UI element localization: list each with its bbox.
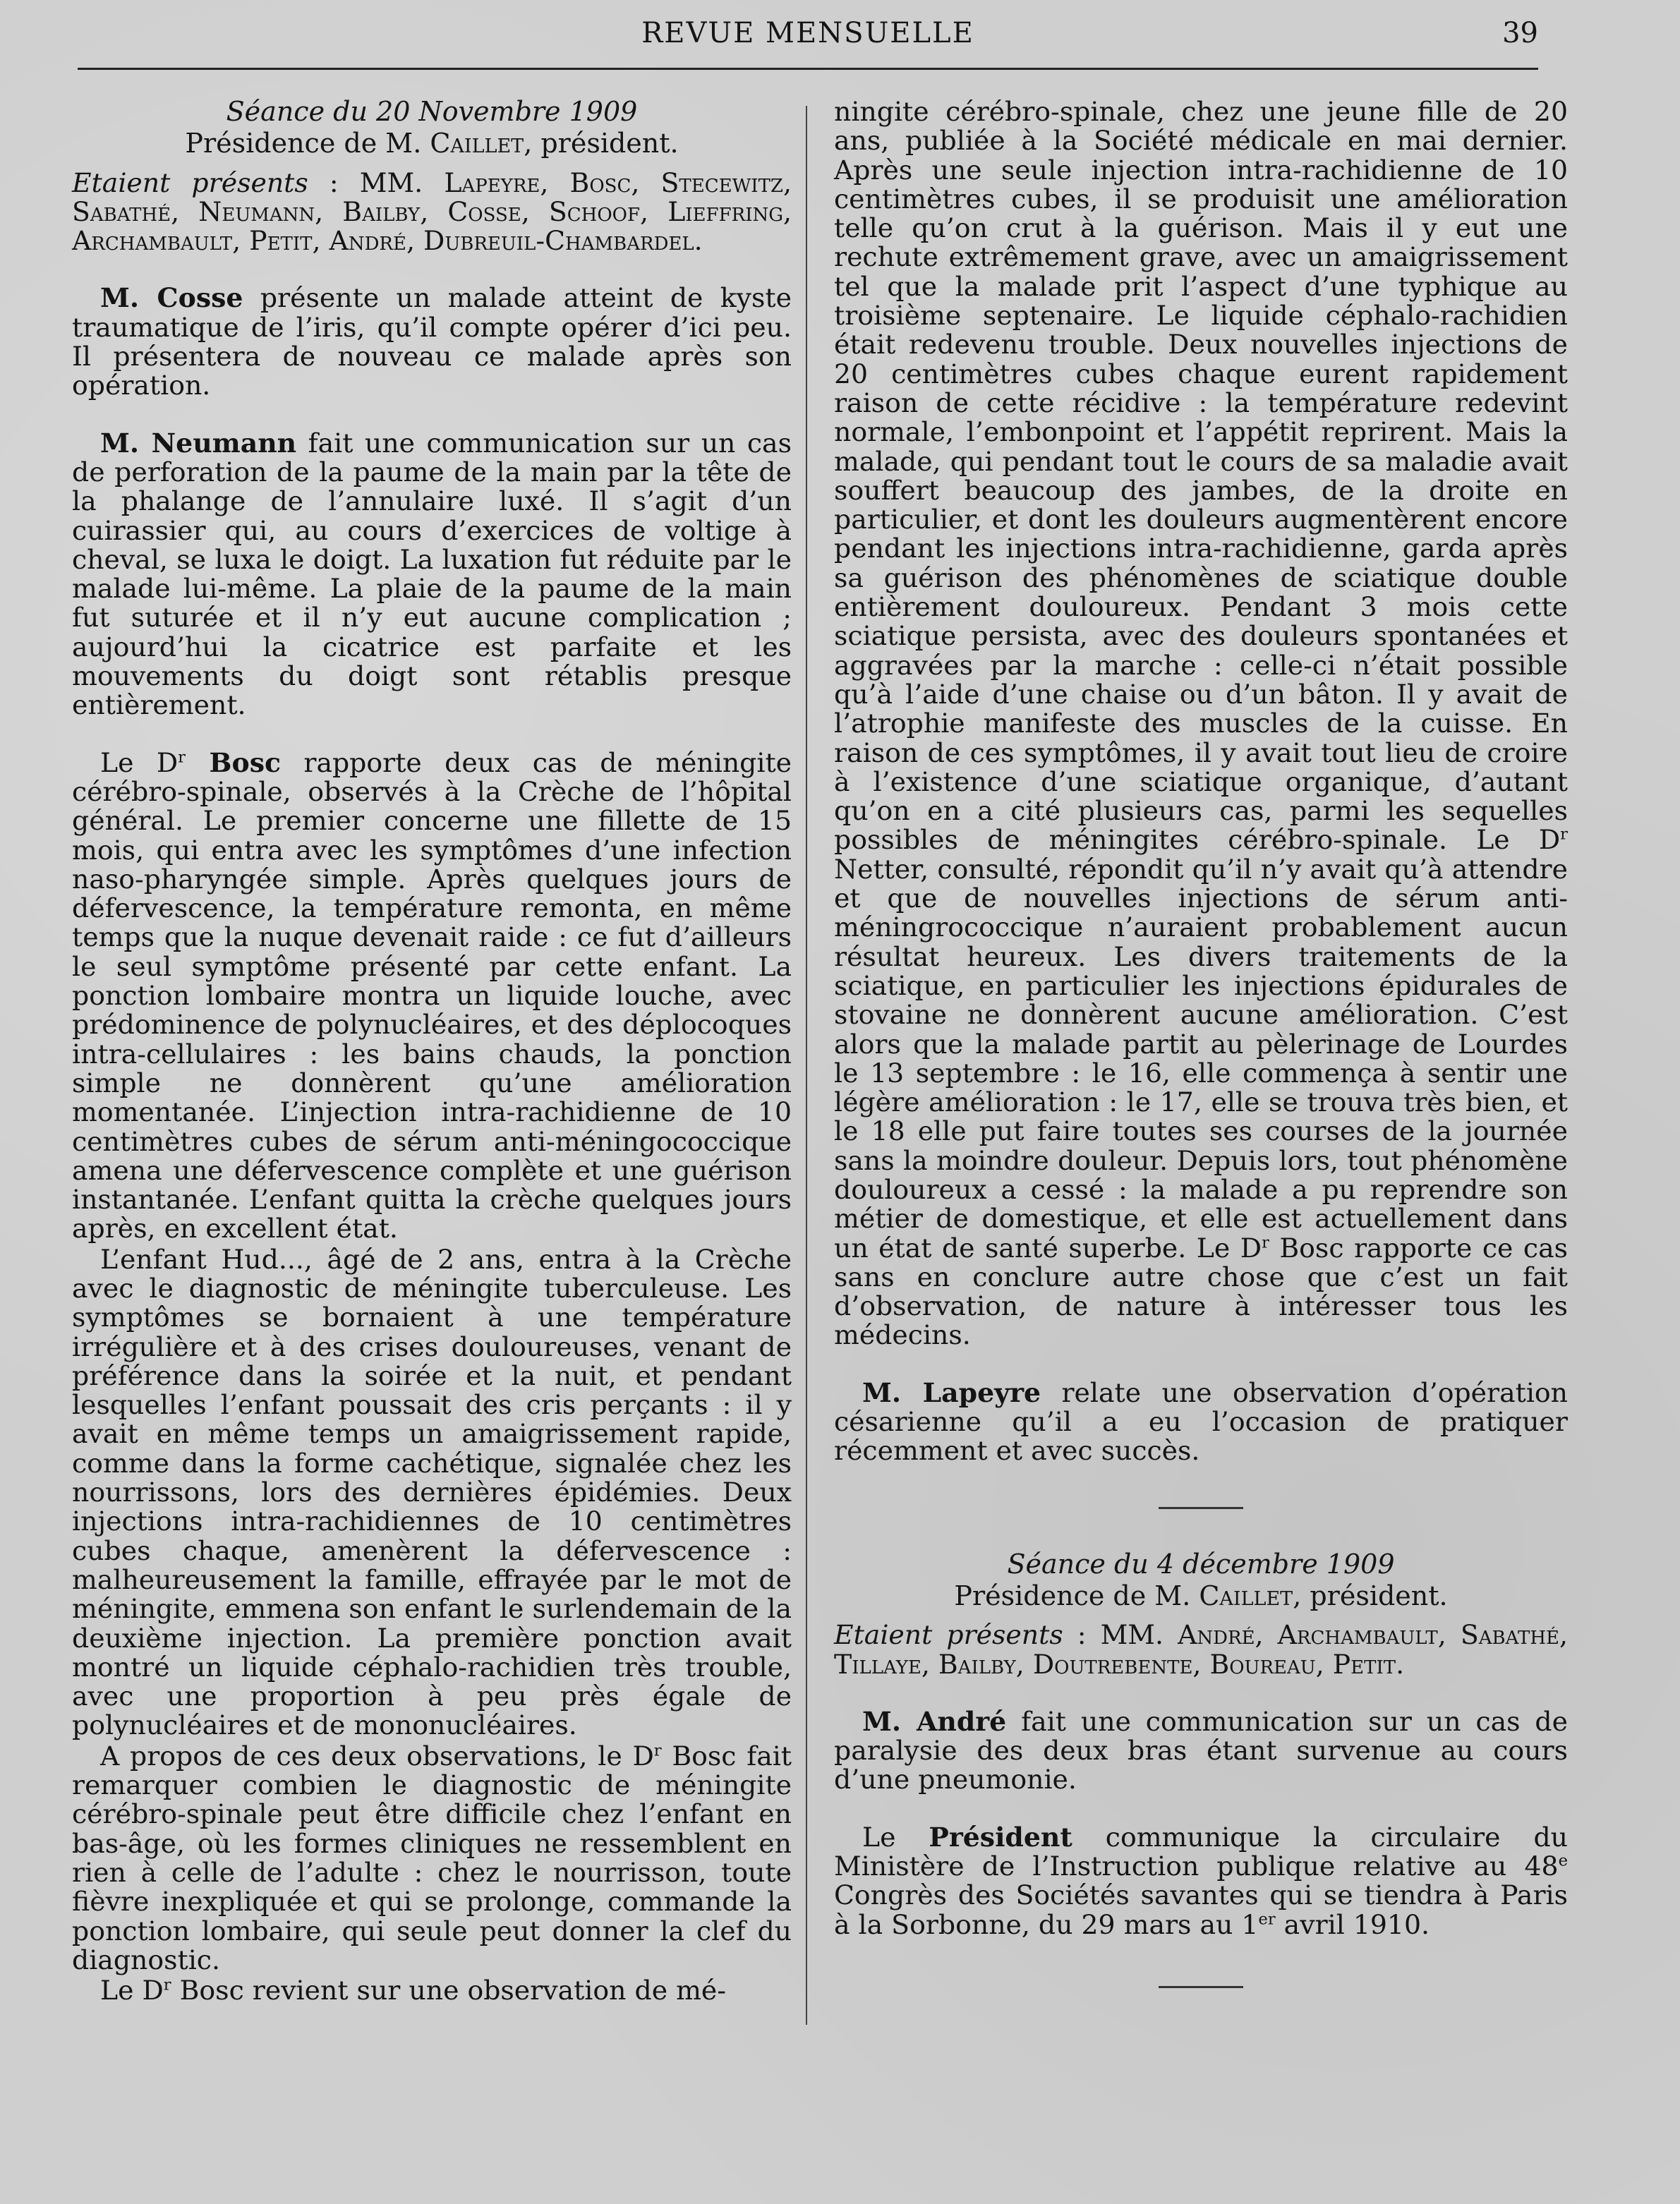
presidence-line-december: Présidence de M. Caillet, président.	[954, 1580, 1448, 1611]
right-column	[834, 97, 1568, 2029]
running-header	[78, 13, 1538, 70]
left-column	[72, 97, 792, 2005]
paragraph-bosc-cases: Le $D^r$ Bosc rapporte deux cas de méningite cérébro-spinale, observés à la Crèche de l’hôpital général. Le premier concerne une fillette de 15 mois, qui entra avec les symptômes d’une infection naso-pharyngée simple. Après quelques jours de défervescence, la température remonta, en même temps que la nuque devenait raide : ce fut d’ailleurs le seul symptôme présenté par cette enfant. La ponction lombaire montra un liquide louche, avec prédominence de polynucléaires, et des déplocoques intra-cellulaires : les bains chauds, la ponction simple ne donnèrent qu’une amélioration momentanée. L’injection intra-rachidienne de 10 centimètres cubes de sérum anti-méningococcique amena une défervescence complète et une guérison instantanée. L’enfant quitta la crèche quelques jours après, en excellent état.	[72, 746, 792, 1245]
attendance-names-december: : MM. André, Archambault, Sabathé, Tillaye, Bailby, Doutrebente, Boureau, Petit.	[834, 1619, 1568, 1680]
paragraph-andre: M. André fait une communication sur un cas de paralysie des deux bras étant survenue au cours d’une pneumonie.	[834, 1705, 1568, 1796]
section-separator	[1159, 1507, 1243, 1509]
presidence-line: Présidence de M. Caillet, président.	[185, 128, 679, 159]
end-separator	[1159, 1986, 1243, 1988]
paragraph-diagnostic-remark: A propos de ces deux observations, le $D^r$ Bosc fait remarquer combien le diagnostic de méningite cérébro-spinale peut être difficile chez l’enfant en bas-âge, où les formes cliniques ne ressemblent en rien à celle de l’adulte : chez le nourrisson, toute fièvre inexpliquée et qui se prolonge, commande la ponction lombaire, qui seule peut donner la clef du diagnostic.	[72, 1740, 792, 1975]
paragraph-lapeyre: M. Lapeyre relate une observation d’opération césarienne qu’il a eu l’occasion de pratiquer récemment et avec succès.	[834, 1376, 1569, 1467]
paragraph-neumann: M. Neumann fait une communication sur un cas de perforation de la paume de la main par la tête de la phalange de l’annulaire luxé. Il s’agit d’un cuirassier qui, au cours d’exercices de voltige à cheval, se luxa le doigt. La luxation fut réduite par le malade lui-même. La plaie de la paume de la main fut suturée et il n’y eut aucune complication ; aujourd’hui la cicatrice est parfaite et les mouvements du doigt sont rétablis presque entièrement.	[72, 427, 792, 721]
paragraph-bosc-observation-start: Le $D^r$ Bosc revient sur une observation de mé-	[100, 1975, 727, 2006]
session-title-december: Séance du 4 décembre 1909	[1007, 1548, 1395, 1580]
attendance-label-december: Etaient présents	[834, 1619, 1063, 1651]
page-number: 39	[1502, 17, 1538, 49]
attendance-list	[72, 166, 792, 257]
paragraph-cosse: M. Cosse présente un malade atteint de kyste traumatique de l’iris, qu’il compte opérer d’ici peu. Il présentera de nouveau ce malade après son opération.	[72, 282, 792, 401]
paragraph-president: Le Président communique la circulaire du Ministère de l’Instruction publique relative au 48e Congrès des Sociétés savantes qui se tiendra à Paris à la Sorbonne, du 29 mars au 1er avril 1910.	[834, 1821, 1568, 1940]
column-divider	[806, 106, 807, 2025]
paragraph-bosc-observation-continued: ningite cérébro-spinale, chez une jeune fille de 20 ans, publiée à la Société médicale en mai dernier. Après une seule injection intra-rachidienne de 10 centimètres cubes, il se produisit une amélioration telle qu’on crut à la guérison. Mais il y eut une rechute extrêmement grave, avec un amaigrissement tel que la malade prit l’aspect d’une typhique au troisième septenaire. Le liquide céphalo-rachidien était redevenu trouble. Deux nouvelles injections de 20 centimètres cubes chaque eurent rapidement raison de cette récidive : la température redevint normale, l’embonpoint et l’appétit reprirent. Mais la malade, qui pendant tout le cours de sa maladie avait souffert beaucoup des jambes, de la droite en particulier, et dont les douleurs augmentèrent encore pendant les injections intra-rachidienne, garda après sa guérison des phénomènes de sciatique double entièrement douloureux. Pendant 3 mois cette sciatique persista, avec des douleurs spontanées et aggravées par la marche : celle-ci n’était possible qu’à l’aide d’une chaise ou d’un bâton. Il y avait de l’atrophie manifeste des muscles de la cuisse. En raison de ces symptômes, il y avait tout lieu de croire à l’existence d’une sciatique organique, d’autant qu’on en a cité plusieurs cas, parmi les sequelles possibles de méningites cérébro-spinale. Le $D^r$ Netter, consulté, répondit qu’il n’y avait qu’à attendre et que de nouvelles injections de sérum anti-méningrococcique n’auraient probablement aucun résultat heureux. Les divers traitements de la sciatique, en particulier les injections épidurales de stovaine ne donnèrent aucune amélioration. C’est alors que la malade partit au pèlerinage de Lourdes le 13 septembre : le 16, elle commença à sentir une légère amélioration : le 17, elle se trouva très bien, et le 18 elle put faire toutes ses courses de la journée sans la moindre douleur. Depuis lors, tout phénomène douloureux a cessé : la malade a pu reprendre son métier de domestique, et elle est actuellement dans un état de santé superbe. Le $D^r$ Bosc rapporte ce cas sans en conclure autre chose que c’est un fait d’observation, de nature à intéresser tous les médecins.	[834, 96, 1568, 1351]
session-title-november: Séance du 20 Novembre 1909	[226, 96, 638, 127]
president-name: Caillet	[430, 128, 524, 159]
paragraph-hud-case: L’enfant Hud..., âgé de 2 ans, entra à la Crèche avec le diagnostic de méningite tuberculeuse. Les symptômes se bornaient à une température irrégulière et à des crises douloureuses, venant de préférence dans la soirée et la nuit, et pendant lesquelles l’enfant poussait des cris perçants : il y avait en même temps un amaigrissement rapide, comme dans la forme cachétique, signalée chez les nourrissons, lors des dernières épidémies. Deux injections intra-rachidiennes de 10 centimètres cubes chaque, amenèrent la défervescence : malheureusement la famille, effrayée par le mot de méningite, emmena son enfant le surlendemain de la deuxième injection. La première ponction avait montré un liquide céphalo-rachidien très trouble, avec une proportion à peu près égale de polynucléaires et de mononucléaires.	[72, 1243, 792, 1741]
attendance-list-december	[834, 1621, 1568, 1679]
attendance-names: : MM. Lapeyre, Bosc, Stecewitz, Sabathé, Neumann, Bailby, Cosse, Schoof, Lieffring, Archambault, Petit, André, Dubreuil-Chambardel.	[72, 166, 792, 257]
president-name-december: Caillet	[1199, 1580, 1293, 1611]
attendance-label: Etaient présents	[72, 166, 308, 198]
journal-title: REVUE MENSUELLE	[641, 17, 974, 49]
